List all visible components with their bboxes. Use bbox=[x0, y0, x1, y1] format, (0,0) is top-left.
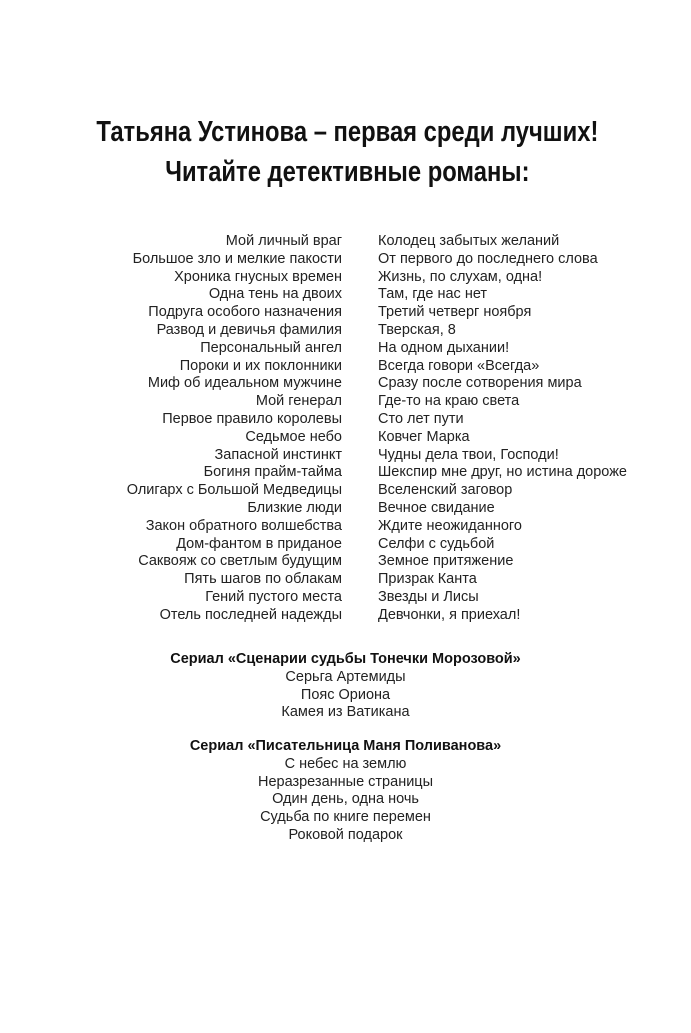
book-title: С небес на землю bbox=[284, 755, 407, 772]
book-title: Сразу после сотворения мира bbox=[378, 375, 582, 392]
book-title: Вселенский заговор bbox=[378, 482, 513, 499]
book-title: Где-то на краю света bbox=[378, 393, 520, 410]
book-title: Первое правило королевы bbox=[162, 410, 342, 427]
page-title-line-1: Татьяна Устинова – первая среди лучших! bbox=[96, 116, 599, 148]
book-title: Судьба по книге перемен bbox=[260, 809, 431, 826]
book-title: Отель последней надежды bbox=[159, 606, 342, 623]
book-title: Близкие люди bbox=[247, 499, 342, 516]
series-title: Сериал «Сценарии судьбы Тонечки Морозовой» bbox=[170, 651, 521, 667]
book-title: Большое зло и мелкие пакости bbox=[132, 250, 342, 267]
book-title: Жизнь, по слухам, одна! bbox=[378, 268, 543, 285]
book-title: Селфи с судьбой bbox=[378, 535, 495, 552]
book-title: Неразрезанные страницы bbox=[257, 773, 434, 790]
book-title: Чудны дела твои, Господи! bbox=[378, 446, 559, 463]
book-title: Персональный ангел bbox=[200, 339, 342, 356]
book-title: Пояс Ориона bbox=[300, 686, 391, 703]
book-title: Мой личный враг bbox=[225, 233, 342, 249]
book-title: Сто лет пути bbox=[378, 410, 464, 427]
book-title: Ковчег Марка bbox=[378, 428, 470, 445]
book-title: Саквояж со светлым будущим bbox=[138, 553, 342, 570]
book-title: Богиня прайм-тайма bbox=[203, 464, 342, 481]
book-title: Одна тень на двоих bbox=[208, 286, 342, 303]
book-list-left bbox=[127, 233, 342, 625]
book-title: От первого до последнего слова bbox=[378, 250, 598, 267]
series-block-manya bbox=[0, 738, 691, 845]
book-title: Колодец забытых желаний bbox=[378, 233, 560, 249]
book-title: Один день, одна ночь bbox=[272, 791, 419, 808]
series-title: Сериал «Писательница Маня Поливанова» bbox=[189, 738, 502, 754]
book-title: Роковой подарок bbox=[288, 826, 403, 843]
book-title: Камея из Ватикана bbox=[281, 704, 410, 721]
book-title: Закон обратного волшебства bbox=[145, 517, 342, 534]
book-title: Запасной инстинкт bbox=[214, 446, 342, 463]
book-title: Девчонки, я приехал! bbox=[378, 606, 521, 623]
page-title-line-2: Читайте детективные романы: bbox=[165, 156, 530, 188]
book-list-right bbox=[378, 233, 627, 625]
book-title: Седьмое небо bbox=[245, 428, 342, 445]
book-title: Развод и девичья фамилия bbox=[156, 321, 342, 338]
book-title: Шекспир мне друг, но истина дороже bbox=[378, 464, 627, 481]
book-title: Мой генерал bbox=[255, 393, 342, 410]
book-title: Дом-фантом в приданое bbox=[176, 535, 342, 552]
book-title: Там, где нас нет bbox=[378, 286, 488, 303]
book-title: Пять шагов по облакам bbox=[184, 571, 342, 588]
series-block-tonechka bbox=[0, 651, 691, 722]
book-title: Миф об идеальном мужчине bbox=[147, 375, 342, 392]
book-title: Тверская, 8 bbox=[378, 321, 456, 338]
book-title: Звезды и Лисы bbox=[378, 588, 479, 605]
book-title: Олигарх с Большой Медведицы bbox=[126, 482, 342, 499]
book-title: На одном дыхании! bbox=[378, 339, 510, 356]
book-title: Пороки и их поклонники bbox=[179, 357, 342, 374]
book-title: Ждите неожиданного bbox=[378, 517, 522, 534]
book-title: Земное притяжение bbox=[378, 553, 514, 570]
book-title: Вечное свидание bbox=[378, 499, 495, 516]
book-title: Хроника гнусных времен bbox=[174, 268, 342, 285]
book-title: Третий четверг ноября bbox=[378, 304, 532, 321]
book-title: Всегда говори «Всегда» bbox=[378, 357, 540, 374]
book-title: Подруга особого назначения bbox=[148, 304, 342, 321]
book-title: Серьга Артемиды bbox=[285, 668, 406, 685]
book-title: Призрак Канта bbox=[378, 571, 477, 588]
book-title: Гений пустого места bbox=[205, 588, 342, 605]
